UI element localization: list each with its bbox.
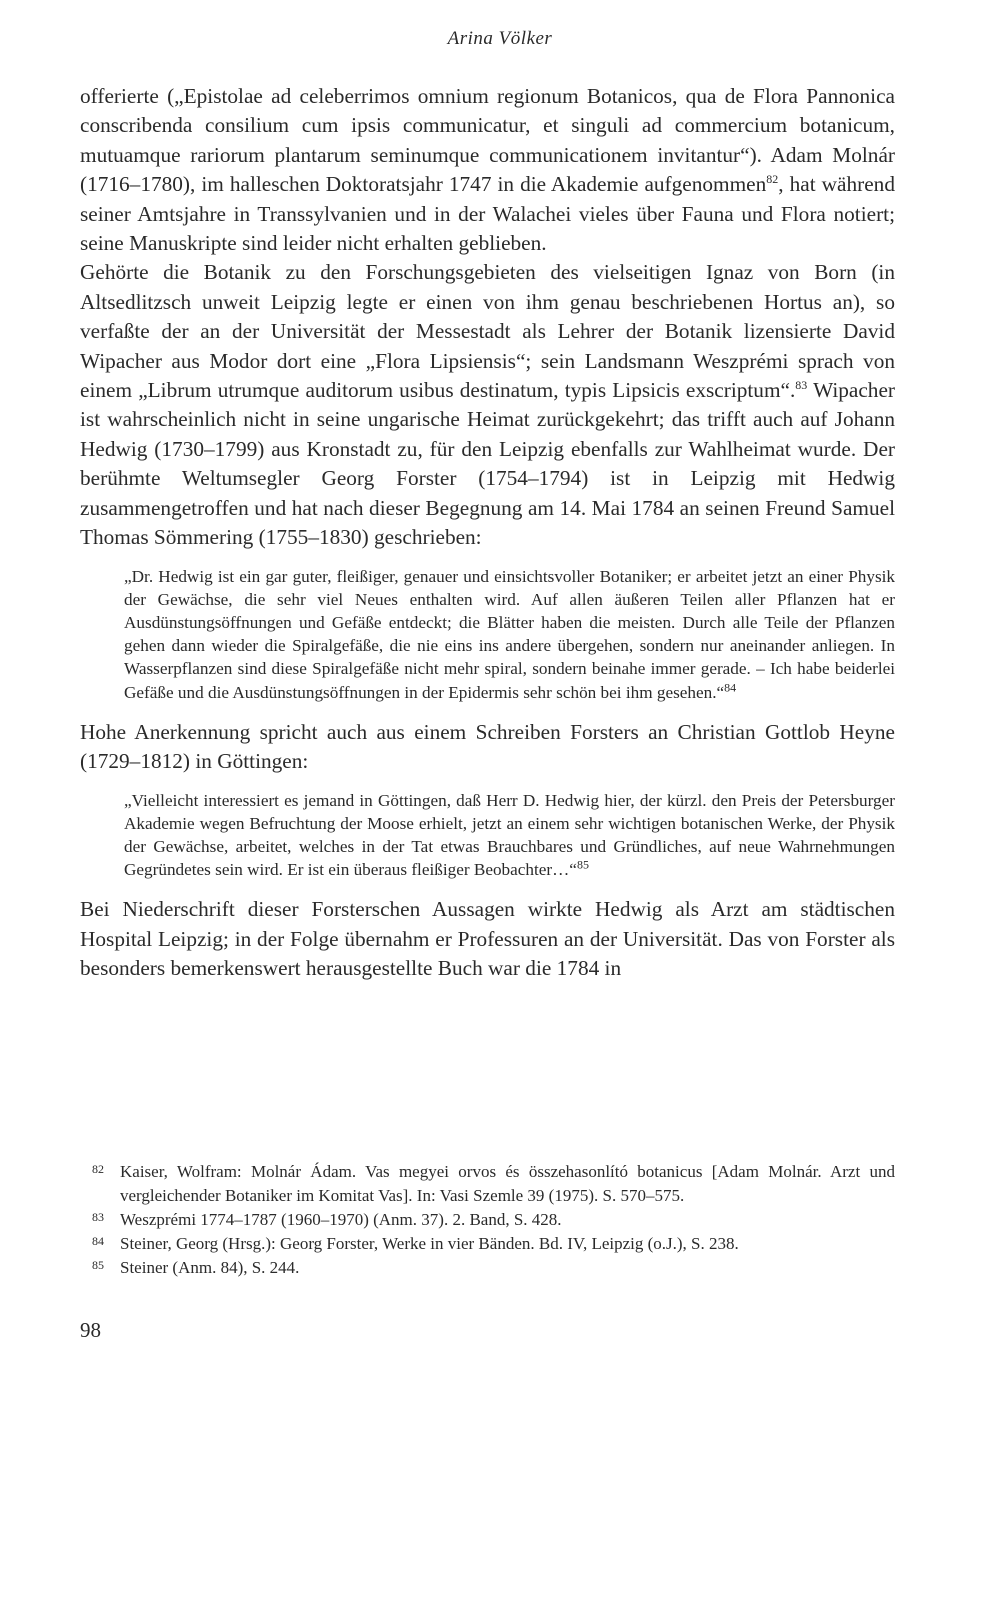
footnote-ref-82[interactable]: 82 — [766, 172, 779, 187]
footnote-text: Steiner (Anm. 84), S. 244. — [120, 1258, 300, 1277]
footnote-82 — [92, 1160, 895, 1208]
paragraph-3: Hohe Anerkennung spricht auch aus einem Schreiben Forsters an Christian Gottlob Heyne (1729–1812) in Göttingen: — [80, 719, 895, 774]
paragraph-4: Bei Niederschrift dieser Forsterschen Aussagen wirkte Hedwig als Arzt am städtischen Hospital Leipzig; in der Folge übernahm er Professuren an der Universität. Das von Forster als besonders bemerkenswert herausgestellte Buch war die 1784 in — [80, 897, 895, 981]
footnote-ref-84[interactable]: 84 — [724, 679, 737, 694]
footnote-83 — [92, 1208, 895, 1232]
footnote-text: Weszprémi 1774–1787 (1960–1970) (Anm. 37). 2. Band, S. 428. — [120, 1210, 562, 1229]
block-quote-2: „Vielleicht interessiert es jemand in Göttingen, daß Herr D. Hedwig hier, der kürzl. den Preis der Petersburger Akademie wegen Befruchtung der Moose erhielt, jetzt an einem sehr wichtigen botanischen Werke, der Physik der Gewächse, arbeitet, welches in der Tat etwas Brauchbares und Gründliches, auf neue Wahrnehmungen Gegründetes sein wird. Er ist ein überaus fleißiger Beobachter…“$^{85}$ — [124, 790, 895, 880]
footnotes — [92, 1160, 895, 1280]
paragraph-2: Gehörte die Botanik zu den Forschungsgebieten des vielseitigen Ignaz von Born (in Altsedlitzsch unweit Leipzig legte er einen von ihm genau beschriebenen Hortus an), so verfaßte der an der Universität der Messestadt als Lehrer der Botanik lizensierte David Wipacher aus Modor dort eine „Flora Lipsiensis“; sein Landsmann Weszprémi sprach von einem „Librum utrumque auditorum usibus destinatum, typis Lipsicis exscriptum“.$^{83}$ Wipacher ist wahrscheinlich nicht in seine ungarische Heimat zurückgekehrt; das trifft auch auf Johann Hedwig (1730–1799) aus Kronstadt zu, für den Leipzig ebenfalls zur Wahlheimat wurde. Der berühmte Weltumsegler Georg Forster (1754–1794) ist in Leipzig mit Hedwig zusammengetroffen und hat nach dieser Begegnung am 14. Mai 1784 an seinen Freund Samuel Thomas Sömmering (1755–1830) geschrieben: — [80, 260, 895, 550]
footnote-text: Steiner, Georg (Hrsg.): Georg Forster, Werke in vier Bänden. Bd. IV, Leipzig (o.J.), S. 238. — [120, 1234, 739, 1253]
footnote-number: 85 — [92, 1258, 104, 1272]
footnote-number: 83 — [92, 1210, 104, 1224]
page-number: 98 — [80, 1318, 101, 1342]
footnote-number: 84 — [92, 1234, 104, 1248]
footnote-ref-83[interactable]: 83 — [795, 377, 808, 392]
paragraph-1: offerierte („Epistolae ad celeberrimos omnium regionum Botanicos, qua de Flora Pannonica conscribenda consilium cum ipsis communicatur, et singuli ad commercium botanicum, mutuamque rariorum plantarum seminumque communicationem invitantur“). Adam Molnár (1716–1780), im halleschen Doktoratsjahr 1747 in die Akademie aufgenommen$^{82}$, hat während seiner Amtsjahre in Transsylvanien und in der Walachei vieles über Fauna und Flora notiert; seine Manuskripte sind leider nicht erhalten geblieben. — [80, 84, 895, 256]
footnote-number: 82 — [92, 1162, 104, 1176]
block-quote-1: „Dr. Hedwig ist ein gar guter, fleißiger, genauer und einsichtsvoller Botaniker; er arbeitet jetzt an einer Physik der Gewächse, die sehr viel Neues enthalten wird. Auf allen äußeren Teilen aller Pflanzen hat er Ausdünstungsöffnungen und Gefäße entdeckt; die Blätter haben die meisten. Durch alle Teile der Pflanzen gehen dann wieder die Spiralgefäße, die nie eins ins andere übergehen, sondern nur aneinander anliegen. In Wasserpflanzen sind diese Spiralgefäße nicht mehr spiral, sondern beinahe immer gerade. – Ich habe beiderlei Gefäße und die Ausdünstungsöffnungen in der Epidermis sehr schön bei ihm gesehen.“$^{84}$ — [124, 566, 895, 702]
footnote-text: Kaiser, Wolfram: Molnár Ádam. Vas megyei orvos és összehasonlító botanicus [Adam Molnár. Arzt und vergleichender Botaniker im Komitat Vas]. In: Vasi Szemle 39 (1975). S. 570–575. — [120, 1162, 895, 1205]
running-header: Arina Völker — [447, 28, 553, 49]
footnote-84 — [92, 1232, 895, 1256]
footnote-ref-85[interactable]: 85 — [576, 857, 589, 872]
footnote-85 — [92, 1256, 895, 1280]
main-text — [80, 82, 895, 984]
